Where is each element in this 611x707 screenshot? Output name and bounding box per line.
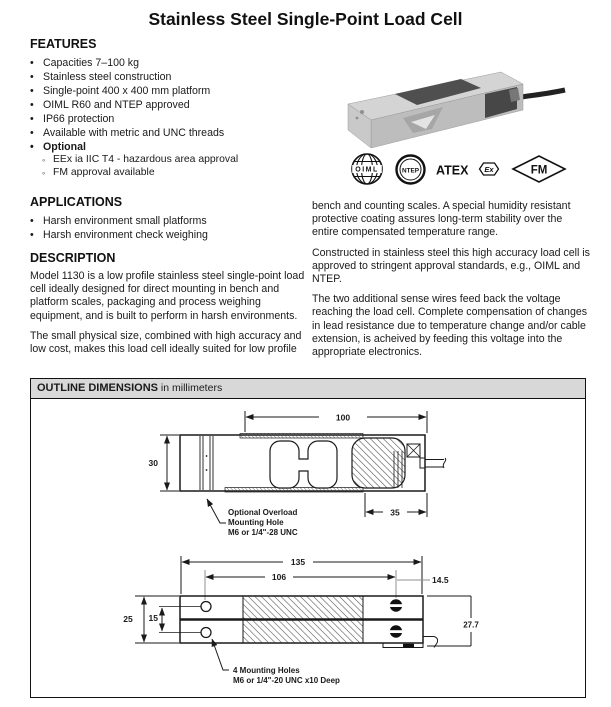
dim-label-25: 25 — [123, 614, 133, 624]
dim-label-100: 100 — [335, 412, 351, 423]
applications-section — [30, 195, 310, 242]
description-paragraph: The small physical size, combined with high accuracy and low cost, makes this load cell ideally suited for low profile — [30, 329, 302, 356]
body-paragraph: The two additional sense wires feed back the voltage reaching the load cell. Complete compensation of changes in lead resistance due to temperature change and/or cable extension, is acheived by feeding this voltage into the appropriate electronics. — [312, 293, 588, 359]
feature-text: Available with metric and UNC threads — [43, 127, 225, 139]
binocular-cutout — [270, 441, 337, 488]
list-subitem — [42, 154, 310, 167]
atex-logo — [436, 158, 502, 180]
bullet-icon: • — [30, 85, 34, 97]
list-subitem — [42, 167, 310, 180]
feature-text: EEx ia IIC T4 - hazardous area approval — [53, 154, 239, 165]
top-view-note: Mounting Hole — [228, 518, 284, 527]
feature-text: Stainless steel construction — [43, 71, 172, 83]
top-view-note: M6 or 1/4"-28 UNC — [228, 528, 298, 537]
application-text: Harsh environment check weighing — [43, 229, 208, 241]
outline-dimensions-box — [30, 378, 586, 698]
feature-text: Optional — [43, 141, 86, 153]
features-section — [30, 37, 310, 179]
ex-label: Ex — [484, 165, 494, 175]
load-cell-photo — [333, 52, 568, 152]
feature-text: FM approval available — [53, 166, 155, 178]
body-paragraph: bench and counting scales. A special humidity resistant protective coating assures long-term stability over the entire compensated temperature range. — [312, 200, 571, 239]
top-view-drawing — [160, 411, 446, 523]
side-view-note: M6 or 1/4"-20 UNC x10 Deep — [233, 676, 340, 685]
outline-header — [31, 379, 585, 399]
certification-logos — [349, 151, 567, 187]
list-item — [30, 98, 310, 112]
oiml-logo — [349, 151, 385, 187]
body-paragraph: Constructed in stainless steel this high accuracy load cell is approved to stringent approval standards, e.g., OIML and NTEP. — [312, 246, 590, 286]
dim-label-30: 30 — [148, 458, 158, 468]
page-title: Stainless Steel Single-Point Load Cell — [148, 9, 463, 29]
sub-bullet-icon: ◦ — [42, 167, 46, 178]
dim-label-15: 15 — [148, 613, 158, 623]
screw-hole — [356, 117, 359, 120]
right-column-text — [312, 200, 590, 366]
atex-label: ATEX — [436, 163, 469, 178]
bullet-icon: • — [30, 99, 34, 111]
list-item — [30, 228, 310, 242]
description-section — [30, 251, 310, 363]
dim-label-14-5: 14.5 — [432, 575, 449, 585]
applications-heading: APPLICATIONS — [30, 195, 123, 209]
top-view-note: Optional Overload — [228, 508, 298, 517]
oiml-label: OIML — [355, 166, 379, 174]
bullet-icon: • — [30, 71, 34, 83]
bullet-icon: • — [30, 113, 34, 125]
outline-drawing — [31, 399, 585, 697]
bullet-icon: • — [30, 57, 34, 69]
screw-hole — [360, 110, 364, 114]
description-paragraph: Model 1130 is a low profile stainless steel single-point load cell ideally designed for direct mounting in bench and platform scales, packaging and process weighing equipment, and is built to perform in harsh environments. — [30, 270, 305, 322]
sub-bullet-icon: ◦ — [42, 155, 46, 165]
bullet-icon: • — [30, 215, 34, 227]
bullet-icon: • — [30, 229, 34, 241]
dim-label-27-7: 27.7 — [463, 620, 479, 630]
outline-heading: OUTLINE DIMENSIONS — [37, 382, 159, 394]
fm-logo — [511, 154, 567, 184]
application-text: Harsh environment small platforms — [43, 215, 207, 227]
feature-text: Capacities 7–100 kg — [43, 57, 139, 69]
bullet-icon: • — [30, 127, 34, 139]
list-item — [30, 214, 310, 228]
gland-hatch — [352, 438, 405, 488]
dim-label-135: 135 — [290, 557, 306, 567]
feature-text: OIML R60 and NTEP approved — [43, 99, 190, 111]
feature-text: Single-point 400 x 400 mm platform — [43, 85, 211, 97]
ntep-logo — [394, 153, 427, 186]
ntep-label: NTEP — [401, 166, 420, 174]
list-item — [30, 70, 310, 84]
side-view-drawing — [135, 556, 471, 670]
list-item-optional — [30, 140, 310, 154]
list-item — [30, 126, 310, 140]
fm-label: FM — [530, 164, 548, 177]
list-item — [30, 112, 310, 126]
feature-text: IP66 protection — [43, 113, 115, 125]
side-view-note: 4 Mounting Holes — [233, 666, 300, 675]
list-item — [30, 56, 310, 70]
dim-label-106: 106 — [271, 572, 287, 582]
list-item — [30, 84, 310, 98]
bullet-icon: • — [30, 141, 34, 153]
outline-units: in millimeters — [158, 382, 223, 394]
features-heading: FEATURES — [30, 37, 97, 51]
dim-label-35: 35 — [390, 507, 400, 518]
description-heading: DESCRIPTION — [30, 251, 116, 265]
